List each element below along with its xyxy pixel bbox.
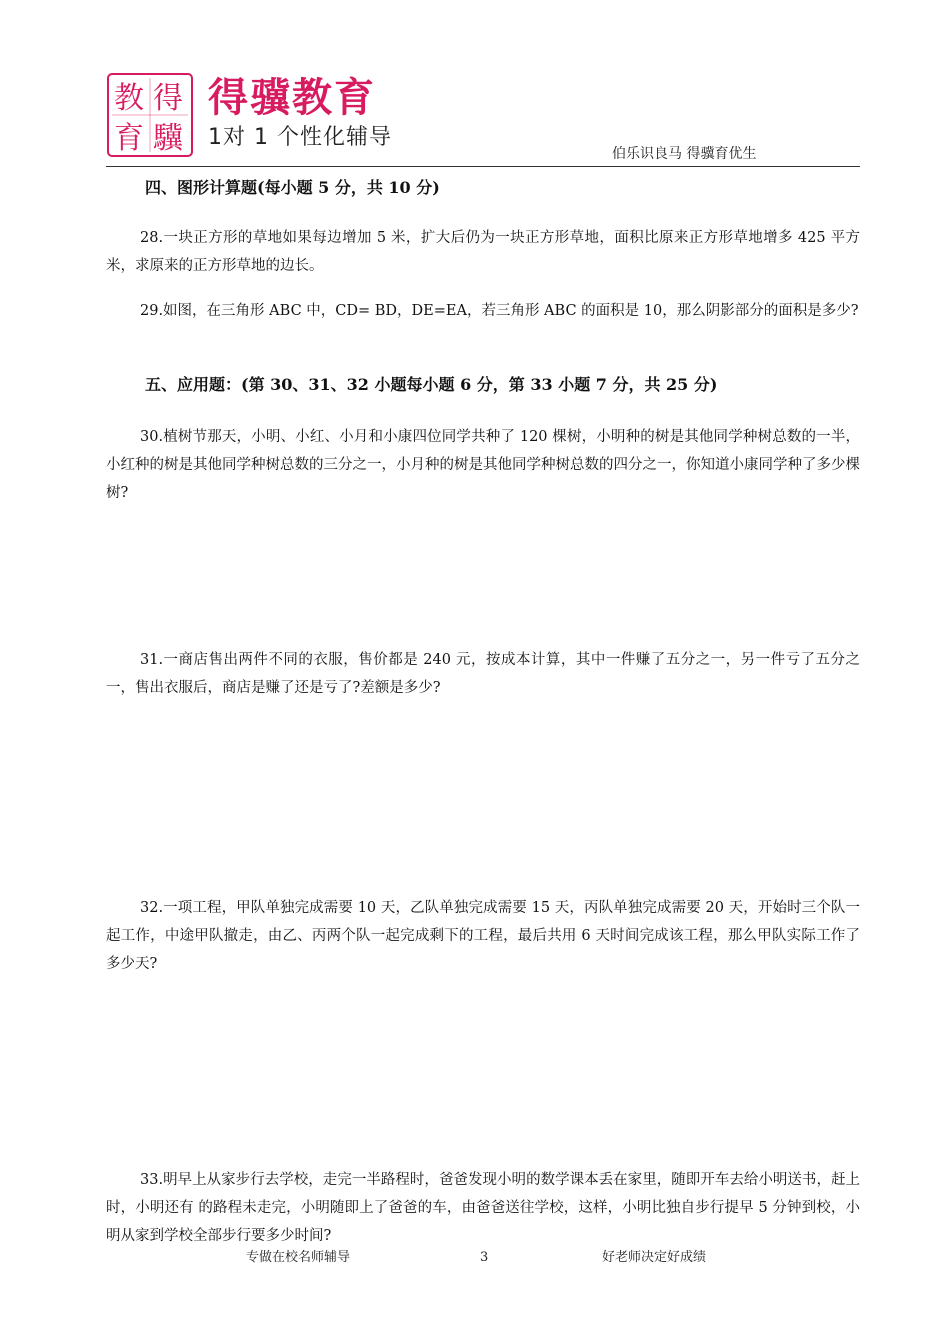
question-29-text: 29.如图，在三角形 ABC 中，CD= BD，DE=EA，若三角形 ABC 的面积是 10，那么阴影部分的面积是多少? xyxy=(140,303,859,319)
brand-tagline: 1对 1 个性化辅导 xyxy=(208,125,392,150)
question-28 xyxy=(106,224,860,280)
section-four-heading: 四、图形计算题(每小题 5 分，共 10 分) xyxy=(145,178,440,197)
svg-text:得: 得 xyxy=(153,81,183,116)
svg-text:教: 教 xyxy=(114,81,144,116)
svg-text:育: 育 xyxy=(114,121,144,156)
footer-page-number: 3 xyxy=(480,1250,489,1265)
question-31 xyxy=(106,646,860,702)
svg-text:驥: 驥 xyxy=(153,121,183,156)
question-30-text: 30.植树节那天，小明、小红、小月和小康四位同学共种了 120 棵树，小明种的树是其他同学种树总数的一半，小红种的树是其他同学种树总数的三分之一，小月种的树是其他同学种树总数的四分之一，你知道小康同学种了多少棵树? xyxy=(106,429,860,501)
header-divider xyxy=(106,166,860,167)
footer-left-text: 专做在校名师辅导 xyxy=(246,1250,351,1265)
header-slogan: 伯乐识良马 得骥育优生 xyxy=(612,146,757,162)
question-32 xyxy=(106,894,860,978)
brand-seal-logo xyxy=(106,72,194,158)
brand-name: 得骥教育 xyxy=(208,75,376,121)
question-31-text: 31.一商店售出两件不同的衣服，售价都是 240 元，按成本计算，其中一件赚了五分之一，另一件亏了五分之一，售出衣服后，商店是赚了还是亏了?差额是多少? xyxy=(106,652,860,696)
question-33 xyxy=(106,1166,860,1250)
question-29 xyxy=(106,297,860,325)
question-32-text: 32.一项工程，甲队单独完成需要 10 天，乙队单独完成需要 15 天，丙队单独完成需要 20 天，开始时三个队一起工作，中途甲队撤走，由乙、丙两个队一起完成剩下的工程，最后共用 6 天时间完成该工程，那么甲队实际工作了多少天? xyxy=(106,900,860,972)
question-28-text: 28.一块正方形的草地如果每边增加 5 米，扩大后仍为一块正方形草地，面积比原来正方形草地增多 425 平方米，求原来的正方形草地的边长。 xyxy=(106,230,860,274)
question-33-text: 33.明早上从家步行去学校，走完一半路程时，爸爸发现小明的数学课本丢在家里，随即开车去给小明送书，赶上时，小明还有 的路程未走完，小明随即上了爸爸的车，由爸爸送往学校，这样，小明比独自步行提早 5 分钟到校，小明从家到学校全部步行要多少时间? xyxy=(106,1172,860,1244)
section-five-heading: 五、应用题：(第 30、31、32 小题每小题 6 分，第 33 小题 7 分，共 25 分) xyxy=(145,375,718,394)
question-30 xyxy=(106,423,860,507)
footer-right-text: 好老师决定好成绩 xyxy=(602,1250,707,1265)
